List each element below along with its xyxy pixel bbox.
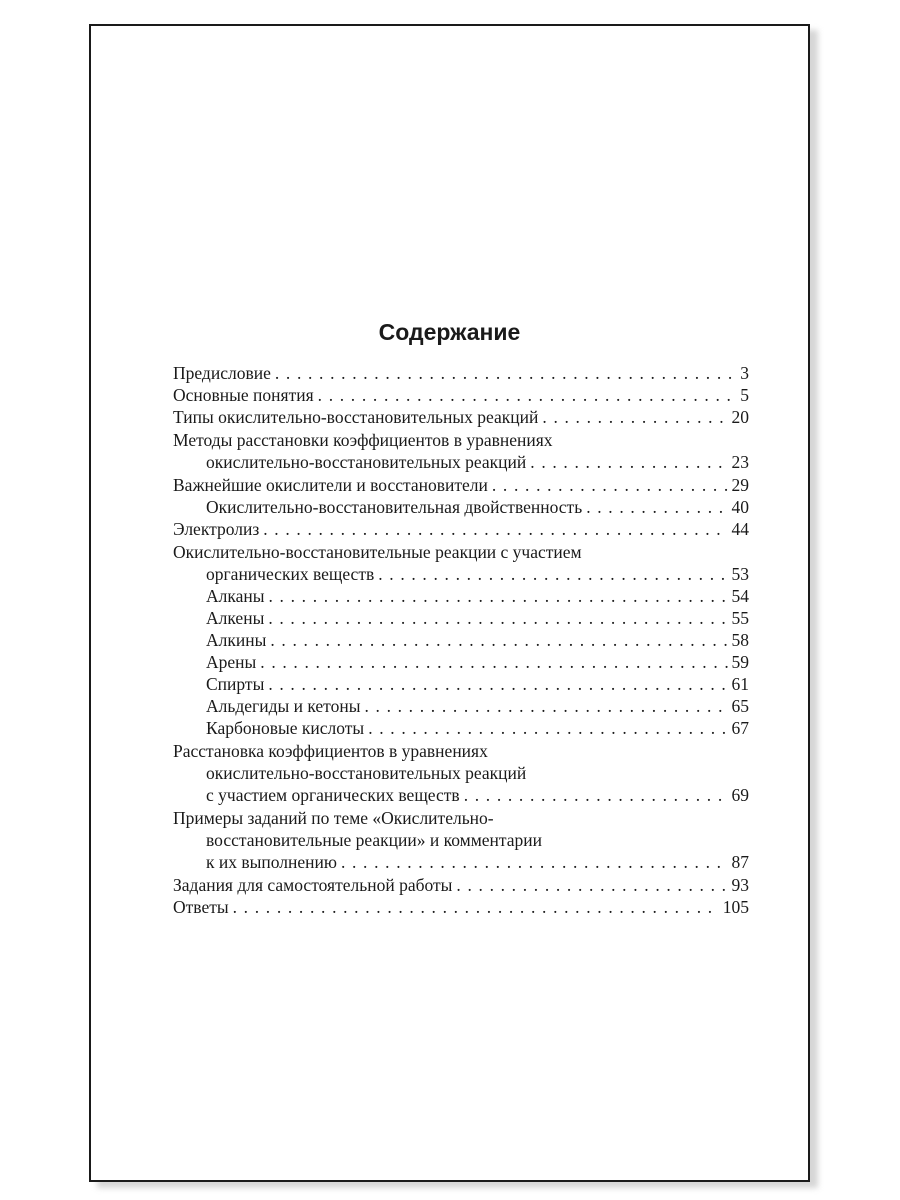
toc-entry-title: Алкены [206, 608, 265, 628]
dot-leader [260, 651, 727, 673]
toc-subentry[interactable] [206, 607, 749, 629]
toc-entry-page: 53 [731, 564, 749, 584]
toc-entry-page: 67 [731, 718, 749, 738]
dot-leader [542, 406, 727, 428]
dot-leader [268, 673, 727, 695]
toc-entry[interactable] [173, 384, 749, 406]
toc-entry-page: 58 [731, 630, 749, 650]
toc-entry-title: Альдегиды и кетоны [206, 696, 361, 716]
toc-entry-page: 55 [731, 608, 749, 628]
dot-leader [233, 896, 719, 918]
toc-entry-page: 59 [731, 652, 749, 672]
toc-entry[interactable] [173, 474, 749, 496]
toc-subentry[interactable] [206, 585, 749, 607]
dot-leader [464, 784, 728, 806]
toc-subentry[interactable] [206, 673, 749, 695]
dot-leader [318, 384, 737, 406]
toc-entry[interactable] [173, 874, 749, 896]
toc-entry-title: с участием органических веществ [206, 785, 460, 805]
toc-entry-title: Алкины [206, 630, 267, 650]
toc-entry[interactable] [173, 541, 749, 563]
toc-entry-title: Алканы [206, 586, 265, 606]
toc-entry-title: Ответы [173, 897, 229, 917]
toc-entry-title: Расстановка коэффициентов в уравнениях [173, 741, 488, 761]
dot-leader [270, 629, 727, 651]
toc-entry-page: 61 [731, 674, 749, 694]
dot-leader [269, 585, 728, 607]
toc-entry-page: 40 [731, 497, 749, 517]
toc-entry-title: Карбоновые кислоты [206, 718, 365, 738]
toc-entry-title: органических веществ [206, 564, 375, 584]
toc-entry-page: 65 [731, 696, 749, 716]
toc-entry-title: окислительно-восстановительных реакций [206, 763, 527, 783]
toc-title: Содержание [378, 319, 521, 345]
toc-entry-title: Примеры заданий по теме «Окислительно- [173, 808, 494, 828]
toc-subentry[interactable] [206, 629, 749, 651]
toc-entry-continued[interactable] [206, 851, 749, 873]
toc-subentry[interactable] [206, 496, 749, 518]
toc-entry[interactable] [173, 406, 749, 428]
toc-entry[interactable] [173, 896, 749, 918]
toc-entry-page: 69 [731, 785, 749, 805]
toc-entry-page: 44 [731, 519, 749, 539]
toc-entry-continued[interactable] [206, 762, 749, 784]
toc-entry[interactable] [173, 740, 749, 762]
toc-entry-continued[interactable] [206, 784, 749, 806]
toc-subentry[interactable] [206, 651, 749, 673]
dot-leader [492, 474, 728, 496]
dot-leader [368, 717, 727, 739]
toc-entry-continued[interactable] [206, 563, 749, 585]
toc-entry-continued[interactable] [206, 829, 749, 851]
toc-subentry[interactable] [206, 695, 749, 717]
toc-entry-title: Электролиз [173, 519, 260, 539]
dot-leader [275, 362, 736, 384]
toc-entry-continued[interactable] [206, 451, 749, 473]
toc-entry-page: 29 [731, 475, 749, 495]
toc-entry-page: 5 [740, 385, 749, 405]
toc-entry-page: 93 [731, 875, 749, 895]
toc-entry-page: 20 [731, 407, 749, 427]
toc-entry-title: Методы расстановки коэффициентов в уравнениях [173, 430, 553, 450]
toc-entry-title: Предисловие [173, 363, 271, 383]
dot-leader [530, 451, 727, 473]
dot-leader [456, 874, 727, 896]
toc-entry-page: 105 [722, 897, 749, 917]
toc-entry-page: 3 [740, 363, 749, 383]
toc-entry-page: 54 [731, 586, 749, 606]
toc-entry[interactable] [173, 429, 749, 451]
toc-entry-title: Задания для самостоятельной работы [173, 875, 453, 895]
dot-leader [263, 518, 727, 540]
toc-entry-title: окислительно-восстановительных реакций [206, 452, 527, 472]
dot-leader [364, 695, 727, 717]
toc-entry[interactable] [173, 362, 749, 384]
dot-leader [586, 496, 727, 518]
toc-entry-title: восстановительные реакции» и комментарии [206, 830, 543, 850]
toc-subentry[interactable] [206, 717, 749, 739]
toc-entry-title: к их выполнению [206, 852, 337, 872]
toc-entry-title: Типы окислительно-восстановительных реакций [173, 407, 539, 427]
dot-leader [341, 851, 728, 873]
toc-entry-page: 87 [731, 852, 749, 872]
toc-entry-title: Спирты [206, 674, 265, 694]
toc-entry-page: 23 [731, 452, 749, 472]
book-page [89, 24, 810, 1182]
toc-entry-title: Арены [206, 652, 257, 672]
toc-entry-title: Окислительно-восстановительная двойственность [206, 497, 583, 517]
toc-entry-title: Важнейшие окислители и восстановители [173, 475, 488, 495]
dot-leader [268, 607, 727, 629]
toc-entry-title: Основные понятия [173, 385, 314, 405]
toc-entry[interactable] [173, 518, 749, 540]
dot-leader [378, 563, 727, 585]
toc-entry-title: Окислительно-восстановительные реакции с участием [173, 542, 582, 562]
toc-entry[interactable] [173, 807, 749, 829]
